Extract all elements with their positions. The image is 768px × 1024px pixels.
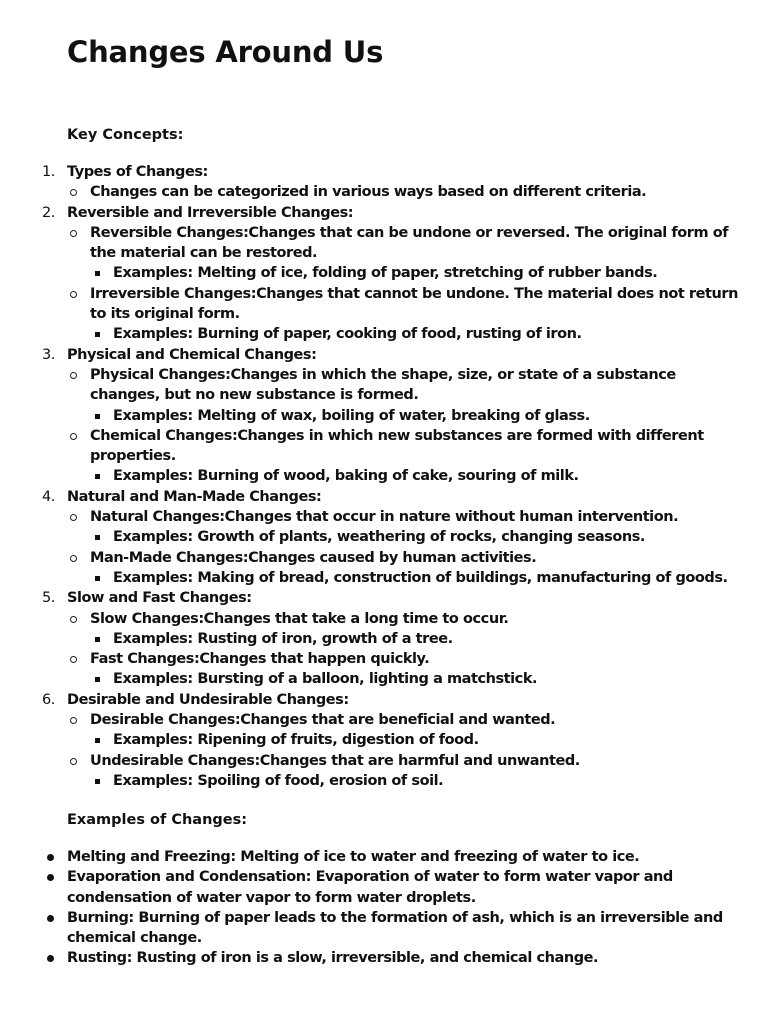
concept-item-text: Natural and Man-Made Changes: xyxy=(67,488,322,505)
concept-item-text: Types of Changes: xyxy=(67,164,208,180)
concept-item-text: Physical and Chemical Changes: xyxy=(67,346,317,363)
concept-example xyxy=(0,263,740,283)
concept-example-text: Examples: Making of bread, construction of buildings, manufacturing of goods. xyxy=(113,569,728,586)
bullet-icon xyxy=(47,915,54,922)
bullet-icon xyxy=(70,230,77,237)
concept-point-text: Slow Changes:Changes that take a long time to occur. xyxy=(90,610,509,627)
concept-point xyxy=(0,365,740,406)
concept-point xyxy=(0,182,740,202)
list-number: 3. xyxy=(42,346,55,363)
concept-example-text: Examples: Melting of wax, boiling of water, breaking of glass. xyxy=(113,407,590,424)
concept-example xyxy=(0,466,740,486)
concept-item xyxy=(0,345,740,365)
concept-point-text: Physical Changes:Changes in which the shape, size, or state of a substance changes, but no new substance is formed. xyxy=(90,366,676,404)
bullet-icon xyxy=(70,656,77,663)
bullet-icon xyxy=(95,779,100,784)
concept-example xyxy=(0,730,740,750)
concept-point xyxy=(0,609,740,629)
examples-heading: Examples of Changes: xyxy=(67,812,248,828)
concept-example-text: Examples: Burning of wood, baking of cake, souring of milk. xyxy=(113,468,579,485)
concept-point xyxy=(0,649,740,669)
concept-item xyxy=(0,162,740,182)
bullet-icon xyxy=(70,433,77,440)
concept-item-text: Reversible and Irreversible Changes: xyxy=(67,204,354,221)
concept-example xyxy=(0,669,740,689)
page-title: Changes Around Us xyxy=(67,35,384,69)
bullet-icon xyxy=(70,758,77,765)
concept-point xyxy=(0,223,740,264)
concept-example-text: Examples: Ripening of fruits, digestion of food. xyxy=(113,732,479,749)
concept-point xyxy=(0,426,740,467)
concept-example xyxy=(0,568,740,588)
key-concepts-heading: Key Concepts: xyxy=(67,127,184,143)
concept-item xyxy=(0,690,740,710)
example-item-text: Evaporation and Condensation: Evaporation of water to form water vapor and condensation of water vapor to form water droplets. xyxy=(67,869,673,906)
concept-point-text: Undesirable Changes:Changes that are harmful and unwanted. xyxy=(90,752,580,769)
concept-item-text: Slow and Fast Changes: xyxy=(67,590,252,607)
bullet-icon xyxy=(95,738,100,743)
key-concepts-list xyxy=(0,162,740,791)
bullet-icon xyxy=(95,332,100,337)
bullet-icon xyxy=(95,637,100,642)
examples-list xyxy=(0,847,740,969)
concept-example xyxy=(0,629,740,649)
example-item xyxy=(0,948,740,968)
concept-example-text: Examples: Rusting of iron, growth of a tree. xyxy=(113,630,453,647)
concept-example xyxy=(0,527,740,547)
concept-item-text: Desirable and Undesirable Changes: xyxy=(67,691,349,708)
example-item-text: Burning: Burning of paper leads to the formation of ash, which is an irreversible and chemical change. xyxy=(67,909,723,947)
concept-example-text: Examples: Growth of plants, weathering of rocks, changing seasons. xyxy=(113,529,645,546)
concept-point-text: Irreversible Changes:Changes that cannot be undone. The material does not return to its original form. xyxy=(90,285,738,323)
concept-item xyxy=(0,588,740,608)
concept-point-text: Reversible Changes:Changes that can be undone or reversed. The original form of the material can be restored. xyxy=(90,224,729,262)
bullet-icon xyxy=(70,616,77,623)
concept-point-text: Changes can be categorized in various ways based on different criteria. xyxy=(90,184,647,201)
concept-point-text: Natural Changes:Changes that occur in nature without human intervention. xyxy=(90,509,679,526)
concept-example xyxy=(0,771,740,791)
example-item xyxy=(0,867,740,908)
bullet-icon xyxy=(70,717,77,724)
concept-example xyxy=(0,406,740,426)
list-number: 6. xyxy=(42,691,55,708)
concept-point-text: Man-Made Changes:Changes caused by human activities. xyxy=(90,549,537,566)
bullet-icon xyxy=(47,854,54,861)
concept-example xyxy=(0,324,740,344)
example-item-text: Rusting: Rusting of iron is a slow, irreversible, and chemical change. xyxy=(67,950,599,967)
bullet-icon xyxy=(70,189,77,196)
list-number: 5. xyxy=(42,590,55,607)
list-number: 2. xyxy=(42,204,55,221)
bullet-icon xyxy=(95,677,100,682)
concept-point xyxy=(0,710,740,730)
bullet-icon xyxy=(95,576,100,581)
bullet-icon xyxy=(95,271,100,276)
list-number: 4. xyxy=(42,488,55,505)
concept-point-text: Chemical Changes:Changes in which new substances are formed with different properties. xyxy=(90,427,704,465)
example-item xyxy=(0,847,740,867)
bullet-icon xyxy=(70,291,77,298)
list-number: 1. xyxy=(42,164,55,180)
bullet-icon xyxy=(47,874,54,881)
concept-item xyxy=(0,487,740,507)
concept-example-text: Examples: Bursting of a balloon, lighting a matchstick. xyxy=(113,671,538,688)
bullet-icon xyxy=(47,955,54,962)
bullet-icon xyxy=(70,372,77,379)
bullet-icon xyxy=(95,535,100,540)
example-item-text: Melting and Freezing: Melting of ice to water and freezing of water to ice. xyxy=(67,849,640,865)
concept-example-text: Examples: Spoiling of food, erosion of soil. xyxy=(113,772,444,789)
concept-point xyxy=(0,751,740,771)
bullet-icon xyxy=(70,555,77,562)
example-item xyxy=(0,908,740,949)
concept-item xyxy=(0,203,740,223)
concept-point xyxy=(0,507,740,527)
concept-point-text: Fast Changes:Changes that happen quickly. xyxy=(90,651,430,668)
concept-point xyxy=(0,548,740,568)
bullet-icon xyxy=(95,474,100,479)
concept-point xyxy=(0,284,740,325)
concept-example-text: Examples: Melting of ice, folding of paper, stretching of rubber bands. xyxy=(113,265,658,282)
bullet-icon xyxy=(70,514,77,521)
bullet-icon xyxy=(95,414,100,419)
concept-point-text: Desirable Changes:Changes that are beneficial and wanted. xyxy=(90,712,556,729)
concept-example-text: Examples: Burning of paper, cooking of food, rusting of iron. xyxy=(113,326,582,343)
